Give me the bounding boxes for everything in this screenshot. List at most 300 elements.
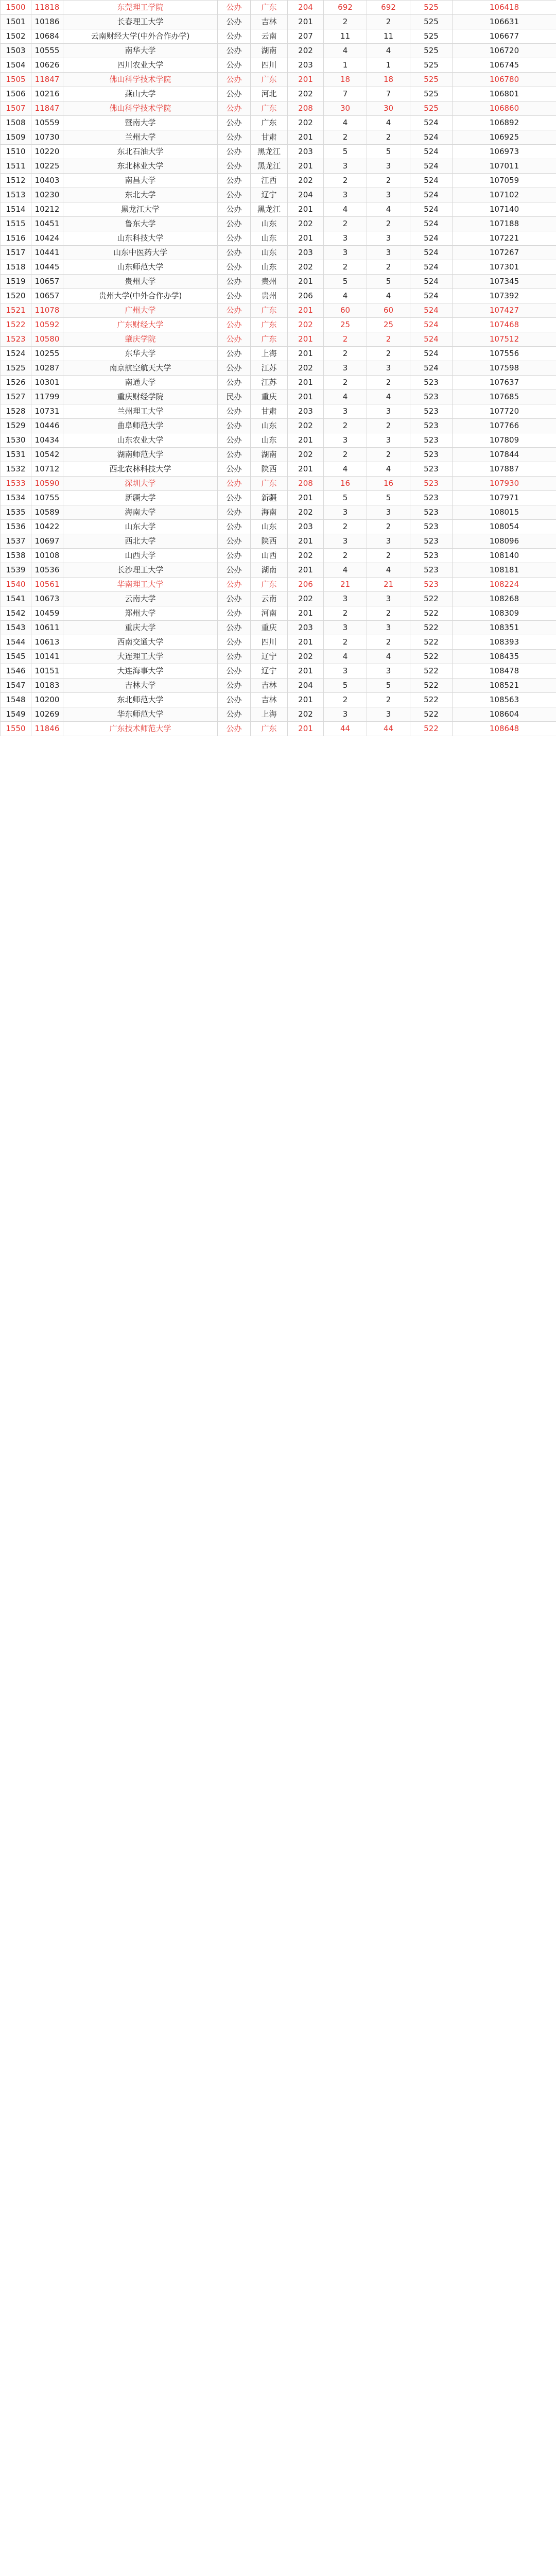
plan-cell: 2 <box>367 332 410 347</box>
seq-cell: 1519 <box>1 275 31 289</box>
admitted-cell: 3 <box>324 159 367 174</box>
plan-cell: 3 <box>367 534 410 549</box>
rank-cell: 107809 <box>453 433 556 448</box>
score-cell: 524 <box>410 246 453 260</box>
rank-cell: 108268 <box>453 592 556 606</box>
score-cell: 523 <box>410 419 453 433</box>
score-cell: 524 <box>410 174 453 188</box>
admitted-cell: 3 <box>324 505 367 520</box>
seq-cell: 1505 <box>1 73 31 87</box>
province-cell: 广东 <box>251 1 288 15</box>
rank-cell: 108140 <box>453 549 556 563</box>
rank-cell: 107844 <box>453 448 556 462</box>
score-cell: 523 <box>410 534 453 549</box>
total-cell: 208 <box>288 101 324 116</box>
province-cell: 辽宁 <box>251 188 288 202</box>
admitted-cell: 25 <box>324 318 367 332</box>
total-cell: 201 <box>288 231 324 246</box>
score-cell: 522 <box>410 693 453 707</box>
total-cell: 202 <box>288 318 324 332</box>
admitted-cell: 7 <box>324 87 367 101</box>
seq-cell: 1504 <box>1 58 31 73</box>
province-cell: 重庆 <box>251 621 288 635</box>
type-cell: 公办 <box>218 217 251 231</box>
type-cell: 公办 <box>218 44 251 58</box>
type-cell: 公办 <box>218 563 251 578</box>
province-cell: 吉林 <box>251 679 288 693</box>
province-cell: 甘肃 <box>251 130 288 145</box>
code-cell: 10141 <box>31 650 63 664</box>
plan-cell: 2 <box>367 376 410 390</box>
rank-cell: 107059 <box>453 174 556 188</box>
plan-cell: 4 <box>367 462 410 477</box>
table-row <box>1 332 556 347</box>
type-cell: 公办 <box>218 606 251 621</box>
name-cell: 西北大学 <box>63 534 218 549</box>
total-cell: 202 <box>288 549 324 563</box>
name-cell: 兰州理工大学 <box>63 404 218 419</box>
code-cell: 10451 <box>31 217 63 231</box>
admitted-cell: 2 <box>324 606 367 621</box>
province-cell: 重庆 <box>251 390 288 404</box>
score-cell: 523 <box>410 477 453 491</box>
total-cell: 204 <box>288 188 324 202</box>
code-cell: 10269 <box>31 707 63 722</box>
rank-cell: 107887 <box>453 462 556 477</box>
admitted-cell: 2 <box>324 419 367 433</box>
name-cell: 重庆财经学院 <box>63 390 218 404</box>
code-cell: 10559 <box>31 116 63 130</box>
plan-cell: 30 <box>367 101 410 116</box>
admitted-cell: 3 <box>324 404 367 419</box>
seq-cell: 1539 <box>1 563 31 578</box>
table-body <box>1 1 556 736</box>
plan-cell: 3 <box>367 159 410 174</box>
rank-cell: 106418 <box>453 1 556 15</box>
province-cell: 海南 <box>251 505 288 520</box>
name-cell: 山东中医药大学 <box>63 246 218 260</box>
score-cell: 524 <box>410 289 453 303</box>
seq-cell: 1542 <box>1 606 31 621</box>
score-cell: 525 <box>410 1 453 15</box>
province-cell: 山东 <box>251 520 288 534</box>
name-cell: 南京航空航天大学 <box>63 361 218 376</box>
province-cell: 江西 <box>251 174 288 188</box>
code-cell: 10445 <box>31 260 63 275</box>
name-cell: 兰州大学 <box>63 130 218 145</box>
province-cell: 上海 <box>251 707 288 722</box>
table-row <box>1 347 556 361</box>
total-cell: 203 <box>288 404 324 419</box>
total-cell: 201 <box>288 462 324 477</box>
type-cell: 公办 <box>218 679 251 693</box>
score-cell: 522 <box>410 592 453 606</box>
province-cell: 山西 <box>251 549 288 563</box>
name-cell: 曲阜师范大学 <box>63 419 218 433</box>
rank-cell: 108181 <box>453 563 556 578</box>
table-row <box>1 246 556 260</box>
score-cell: 524 <box>410 116 453 130</box>
code-cell: 10459 <box>31 606 63 621</box>
score-cell: 524 <box>410 188 453 202</box>
plan-cell: 2 <box>367 693 410 707</box>
name-cell: 东莞理工学院 <box>63 1 218 15</box>
table-row <box>1 303 556 318</box>
type-cell: 公办 <box>218 693 251 707</box>
table-row <box>1 376 556 390</box>
rank-cell: 107685 <box>453 390 556 404</box>
seq-cell: 1514 <box>1 202 31 217</box>
total-cell: 202 <box>288 361 324 376</box>
code-cell: 10225 <box>31 159 63 174</box>
seq-cell: 1506 <box>1 87 31 101</box>
plan-cell: 2 <box>367 419 410 433</box>
rank-cell: 106677 <box>453 29 556 44</box>
province-cell: 山东 <box>251 231 288 246</box>
table-row <box>1 621 556 635</box>
table-row <box>1 592 556 606</box>
seq-cell: 1537 <box>1 534 31 549</box>
code-cell: 10657 <box>31 289 63 303</box>
seq-cell: 1535 <box>1 505 31 520</box>
code-cell: 10590 <box>31 477 63 491</box>
plan-cell: 2 <box>367 174 410 188</box>
rank-cell: 106925 <box>453 130 556 145</box>
plan-cell: 5 <box>367 275 410 289</box>
name-cell: 贵州大学 <box>63 275 218 289</box>
total-cell: 202 <box>288 592 324 606</box>
name-cell: 山东师范大学 <box>63 260 218 275</box>
score-cell: 523 <box>410 433 453 448</box>
type-cell: 公办 <box>218 635 251 650</box>
admission-score-table <box>0 0 556 736</box>
plan-cell: 2 <box>367 15 410 29</box>
table-row <box>1 448 556 462</box>
plan-cell: 2 <box>367 635 410 650</box>
admitted-cell: 4 <box>324 650 367 664</box>
rank-cell: 108521 <box>453 679 556 693</box>
province-cell: 新疆 <box>251 491 288 505</box>
name-cell: 山东大学 <box>63 520 218 534</box>
seq-cell: 1548 <box>1 693 31 707</box>
name-cell: 大连理工大学 <box>63 650 218 664</box>
plan-cell: 4 <box>367 116 410 130</box>
province-cell: 辽宁 <box>251 664 288 679</box>
province-cell: 陕西 <box>251 462 288 477</box>
score-cell: 525 <box>410 29 453 44</box>
code-cell: 10589 <box>31 505 63 520</box>
type-cell: 公办 <box>218 664 251 679</box>
seq-cell: 1521 <box>1 303 31 318</box>
name-cell: 华东师范大学 <box>63 707 218 722</box>
table-row <box>1 231 556 246</box>
rank-cell: 106860 <box>453 101 556 116</box>
table-row <box>1 73 556 87</box>
admitted-cell: 4 <box>324 563 367 578</box>
score-cell: 522 <box>410 650 453 664</box>
admitted-cell: 21 <box>324 578 367 592</box>
admitted-cell: 2 <box>324 635 367 650</box>
name-cell: 西北农林科技大学 <box>63 462 218 477</box>
name-cell: 南华大学 <box>63 44 218 58</box>
score-cell: 524 <box>410 303 453 318</box>
code-cell: 11847 <box>31 101 63 116</box>
admitted-cell: 2 <box>324 174 367 188</box>
code-cell: 10626 <box>31 58 63 73</box>
table-row <box>1 289 556 303</box>
total-cell: 202 <box>288 174 324 188</box>
admitted-cell: 3 <box>324 664 367 679</box>
score-cell: 522 <box>410 679 453 693</box>
type-cell: 公办 <box>218 318 251 332</box>
seq-cell: 1526 <box>1 376 31 390</box>
name-cell: 贵州大学(中外合作办学) <box>63 289 218 303</box>
total-cell: 204 <box>288 679 324 693</box>
type-cell: 公办 <box>218 707 251 722</box>
table-row <box>1 116 556 130</box>
type-cell: 公办 <box>218 419 251 433</box>
total-cell: 201 <box>288 563 324 578</box>
code-cell: 10230 <box>31 188 63 202</box>
rank-cell: 108015 <box>453 505 556 520</box>
admitted-cell: 2 <box>324 448 367 462</box>
type-cell: 公办 <box>218 101 251 116</box>
admitted-cell: 5 <box>324 679 367 693</box>
score-cell: 524 <box>410 318 453 332</box>
name-cell: 山东科技大学 <box>63 231 218 246</box>
plan-cell: 3 <box>367 621 410 635</box>
admitted-cell: 44 <box>324 722 367 736</box>
type-cell: 公办 <box>218 404 251 419</box>
code-cell: 10536 <box>31 563 63 578</box>
table-row <box>1 29 556 44</box>
name-cell: 四川农业大学 <box>63 58 218 73</box>
seq-cell: 1525 <box>1 361 31 376</box>
admitted-cell: 30 <box>324 101 367 116</box>
score-cell: 523 <box>410 505 453 520</box>
table-row <box>1 549 556 563</box>
province-cell: 陕西 <box>251 534 288 549</box>
rank-cell: 106780 <box>453 73 556 87</box>
score-cell: 522 <box>410 707 453 722</box>
name-cell: 黑龙江大学 <box>63 202 218 217</box>
admitted-cell: 2 <box>324 130 367 145</box>
total-cell: 201 <box>288 376 324 390</box>
total-cell: 202 <box>288 260 324 275</box>
province-cell: 吉林 <box>251 693 288 707</box>
province-cell: 广东 <box>251 116 288 130</box>
province-cell: 甘肃 <box>251 404 288 419</box>
province-cell: 湖南 <box>251 44 288 58</box>
code-cell: 10216 <box>31 87 63 101</box>
code-cell: 11847 <box>31 73 63 87</box>
total-cell: 201 <box>288 635 324 650</box>
admitted-cell: 2 <box>324 549 367 563</box>
seq-cell: 1550 <box>1 722 31 736</box>
code-cell: 10301 <box>31 376 63 390</box>
rank-cell: 106973 <box>453 145 556 159</box>
rank-cell: 107345 <box>453 275 556 289</box>
name-cell: 东北师范大学 <box>63 693 218 707</box>
table-row <box>1 44 556 58</box>
total-cell: 206 <box>288 578 324 592</box>
table-row <box>1 462 556 477</box>
plan-cell: 18 <box>367 73 410 87</box>
seq-cell: 1515 <box>1 217 31 231</box>
name-cell: 长沙理工大学 <box>63 563 218 578</box>
table-row <box>1 217 556 231</box>
province-cell: 黑龙江 <box>251 159 288 174</box>
table-row <box>1 606 556 621</box>
province-cell: 广东 <box>251 477 288 491</box>
province-cell: 广东 <box>251 722 288 736</box>
seq-cell: 1523 <box>1 332 31 347</box>
code-cell: 10434 <box>31 433 63 448</box>
rank-cell: 107188 <box>453 217 556 231</box>
table-row <box>1 390 556 404</box>
seq-cell: 1541 <box>1 592 31 606</box>
admitted-cell: 4 <box>324 116 367 130</box>
total-cell: 201 <box>288 606 324 621</box>
admitted-cell: 16 <box>324 477 367 491</box>
type-cell: 公办 <box>218 549 251 563</box>
admitted-cell: 4 <box>324 390 367 404</box>
admitted-cell: 3 <box>324 188 367 202</box>
code-cell: 11078 <box>31 303 63 318</box>
total-cell: 204 <box>288 1 324 15</box>
score-cell: 524 <box>410 332 453 347</box>
seq-cell: 1530 <box>1 433 31 448</box>
score-cell: 524 <box>410 231 453 246</box>
code-cell: 10151 <box>31 664 63 679</box>
score-cell: 525 <box>410 87 453 101</box>
admitted-cell: 2 <box>324 332 367 347</box>
rank-cell: 106720 <box>453 44 556 58</box>
seq-cell: 1528 <box>1 404 31 419</box>
table-row <box>1 693 556 707</box>
type-cell: 民办 <box>218 390 251 404</box>
code-cell: 10403 <box>31 174 63 188</box>
seq-cell: 1500 <box>1 1 31 15</box>
total-cell: 203 <box>288 145 324 159</box>
rank-cell: 107267 <box>453 246 556 260</box>
code-cell: 10212 <box>31 202 63 217</box>
total-cell: 202 <box>288 707 324 722</box>
table-row <box>1 419 556 433</box>
type-cell: 公办 <box>218 477 251 491</box>
name-cell: 广东财经大学 <box>63 318 218 332</box>
province-cell: 上海 <box>251 347 288 361</box>
province-cell: 四川 <box>251 58 288 73</box>
total-cell: 202 <box>288 448 324 462</box>
code-cell: 10108 <box>31 549 63 563</box>
plan-cell: 1 <box>367 58 410 73</box>
rank-cell: 106801 <box>453 87 556 101</box>
province-cell: 广东 <box>251 303 288 318</box>
score-cell: 522 <box>410 664 453 679</box>
total-cell: 203 <box>288 621 324 635</box>
name-cell: 西南交通大学 <box>63 635 218 650</box>
rank-cell: 107512 <box>453 332 556 347</box>
admitted-cell: 2 <box>324 15 367 29</box>
plan-cell: 2 <box>367 217 410 231</box>
total-cell: 206 <box>288 289 324 303</box>
code-cell: 10441 <box>31 246 63 260</box>
seq-cell: 1527 <box>1 390 31 404</box>
plan-cell: 3 <box>367 361 410 376</box>
name-cell: 新疆大学 <box>63 491 218 505</box>
table-row <box>1 260 556 275</box>
seq-cell: 1518 <box>1 260 31 275</box>
code-cell: 11846 <box>31 722 63 736</box>
plan-cell: 3 <box>367 433 410 448</box>
table-row <box>1 650 556 664</box>
table-row <box>1 505 556 520</box>
seq-cell: 1524 <box>1 347 31 361</box>
seq-cell: 1520 <box>1 289 31 303</box>
seq-cell: 1544 <box>1 635 31 650</box>
table-row <box>1 101 556 116</box>
seq-cell: 1534 <box>1 491 31 505</box>
plan-cell: 25 <box>367 318 410 332</box>
seq-cell: 1511 <box>1 159 31 174</box>
plan-cell: 11 <box>367 29 410 44</box>
admitted-cell: 2 <box>324 376 367 390</box>
total-cell: 207 <box>288 29 324 44</box>
name-cell: 鲁东大学 <box>63 217 218 231</box>
admitted-cell: 5 <box>324 491 367 505</box>
table-row <box>1 635 556 650</box>
name-cell: 佛山科学技术学院 <box>63 73 218 87</box>
seq-cell: 1502 <box>1 29 31 44</box>
rank-cell: 108435 <box>453 650 556 664</box>
seq-cell: 1531 <box>1 448 31 462</box>
type-cell: 公办 <box>218 116 251 130</box>
admitted-cell: 4 <box>324 202 367 217</box>
table-row <box>1 563 556 578</box>
province-cell: 吉林 <box>251 15 288 29</box>
table-row <box>1 174 556 188</box>
province-cell: 江苏 <box>251 361 288 376</box>
plan-cell: 2 <box>367 260 410 275</box>
province-cell: 贵州 <box>251 275 288 289</box>
total-cell: 201 <box>288 433 324 448</box>
rank-cell: 107637 <box>453 376 556 390</box>
total-cell: 201 <box>288 159 324 174</box>
plan-cell: 16 <box>367 477 410 491</box>
type-cell: 公办 <box>218 505 251 520</box>
code-cell: 10673 <box>31 592 63 606</box>
province-cell: 山东 <box>251 217 288 231</box>
plan-cell: 4 <box>367 289 410 303</box>
name-cell: 吉林大学 <box>63 679 218 693</box>
seq-cell: 1503 <box>1 44 31 58</box>
rank-cell: 107140 <box>453 202 556 217</box>
total-cell: 201 <box>288 693 324 707</box>
plan-cell: 5 <box>367 491 410 505</box>
table-row <box>1 318 556 332</box>
name-cell: 佛山科学技术学院 <box>63 101 218 116</box>
name-cell: 燕山大学 <box>63 87 218 101</box>
table-row <box>1 145 556 159</box>
name-cell: 南昌大学 <box>63 174 218 188</box>
admitted-cell: 60 <box>324 303 367 318</box>
score-cell: 523 <box>410 520 453 534</box>
plan-cell: 4 <box>367 563 410 578</box>
plan-cell: 3 <box>367 664 410 679</box>
table-row <box>1 491 556 505</box>
score-cell: 524 <box>410 347 453 361</box>
